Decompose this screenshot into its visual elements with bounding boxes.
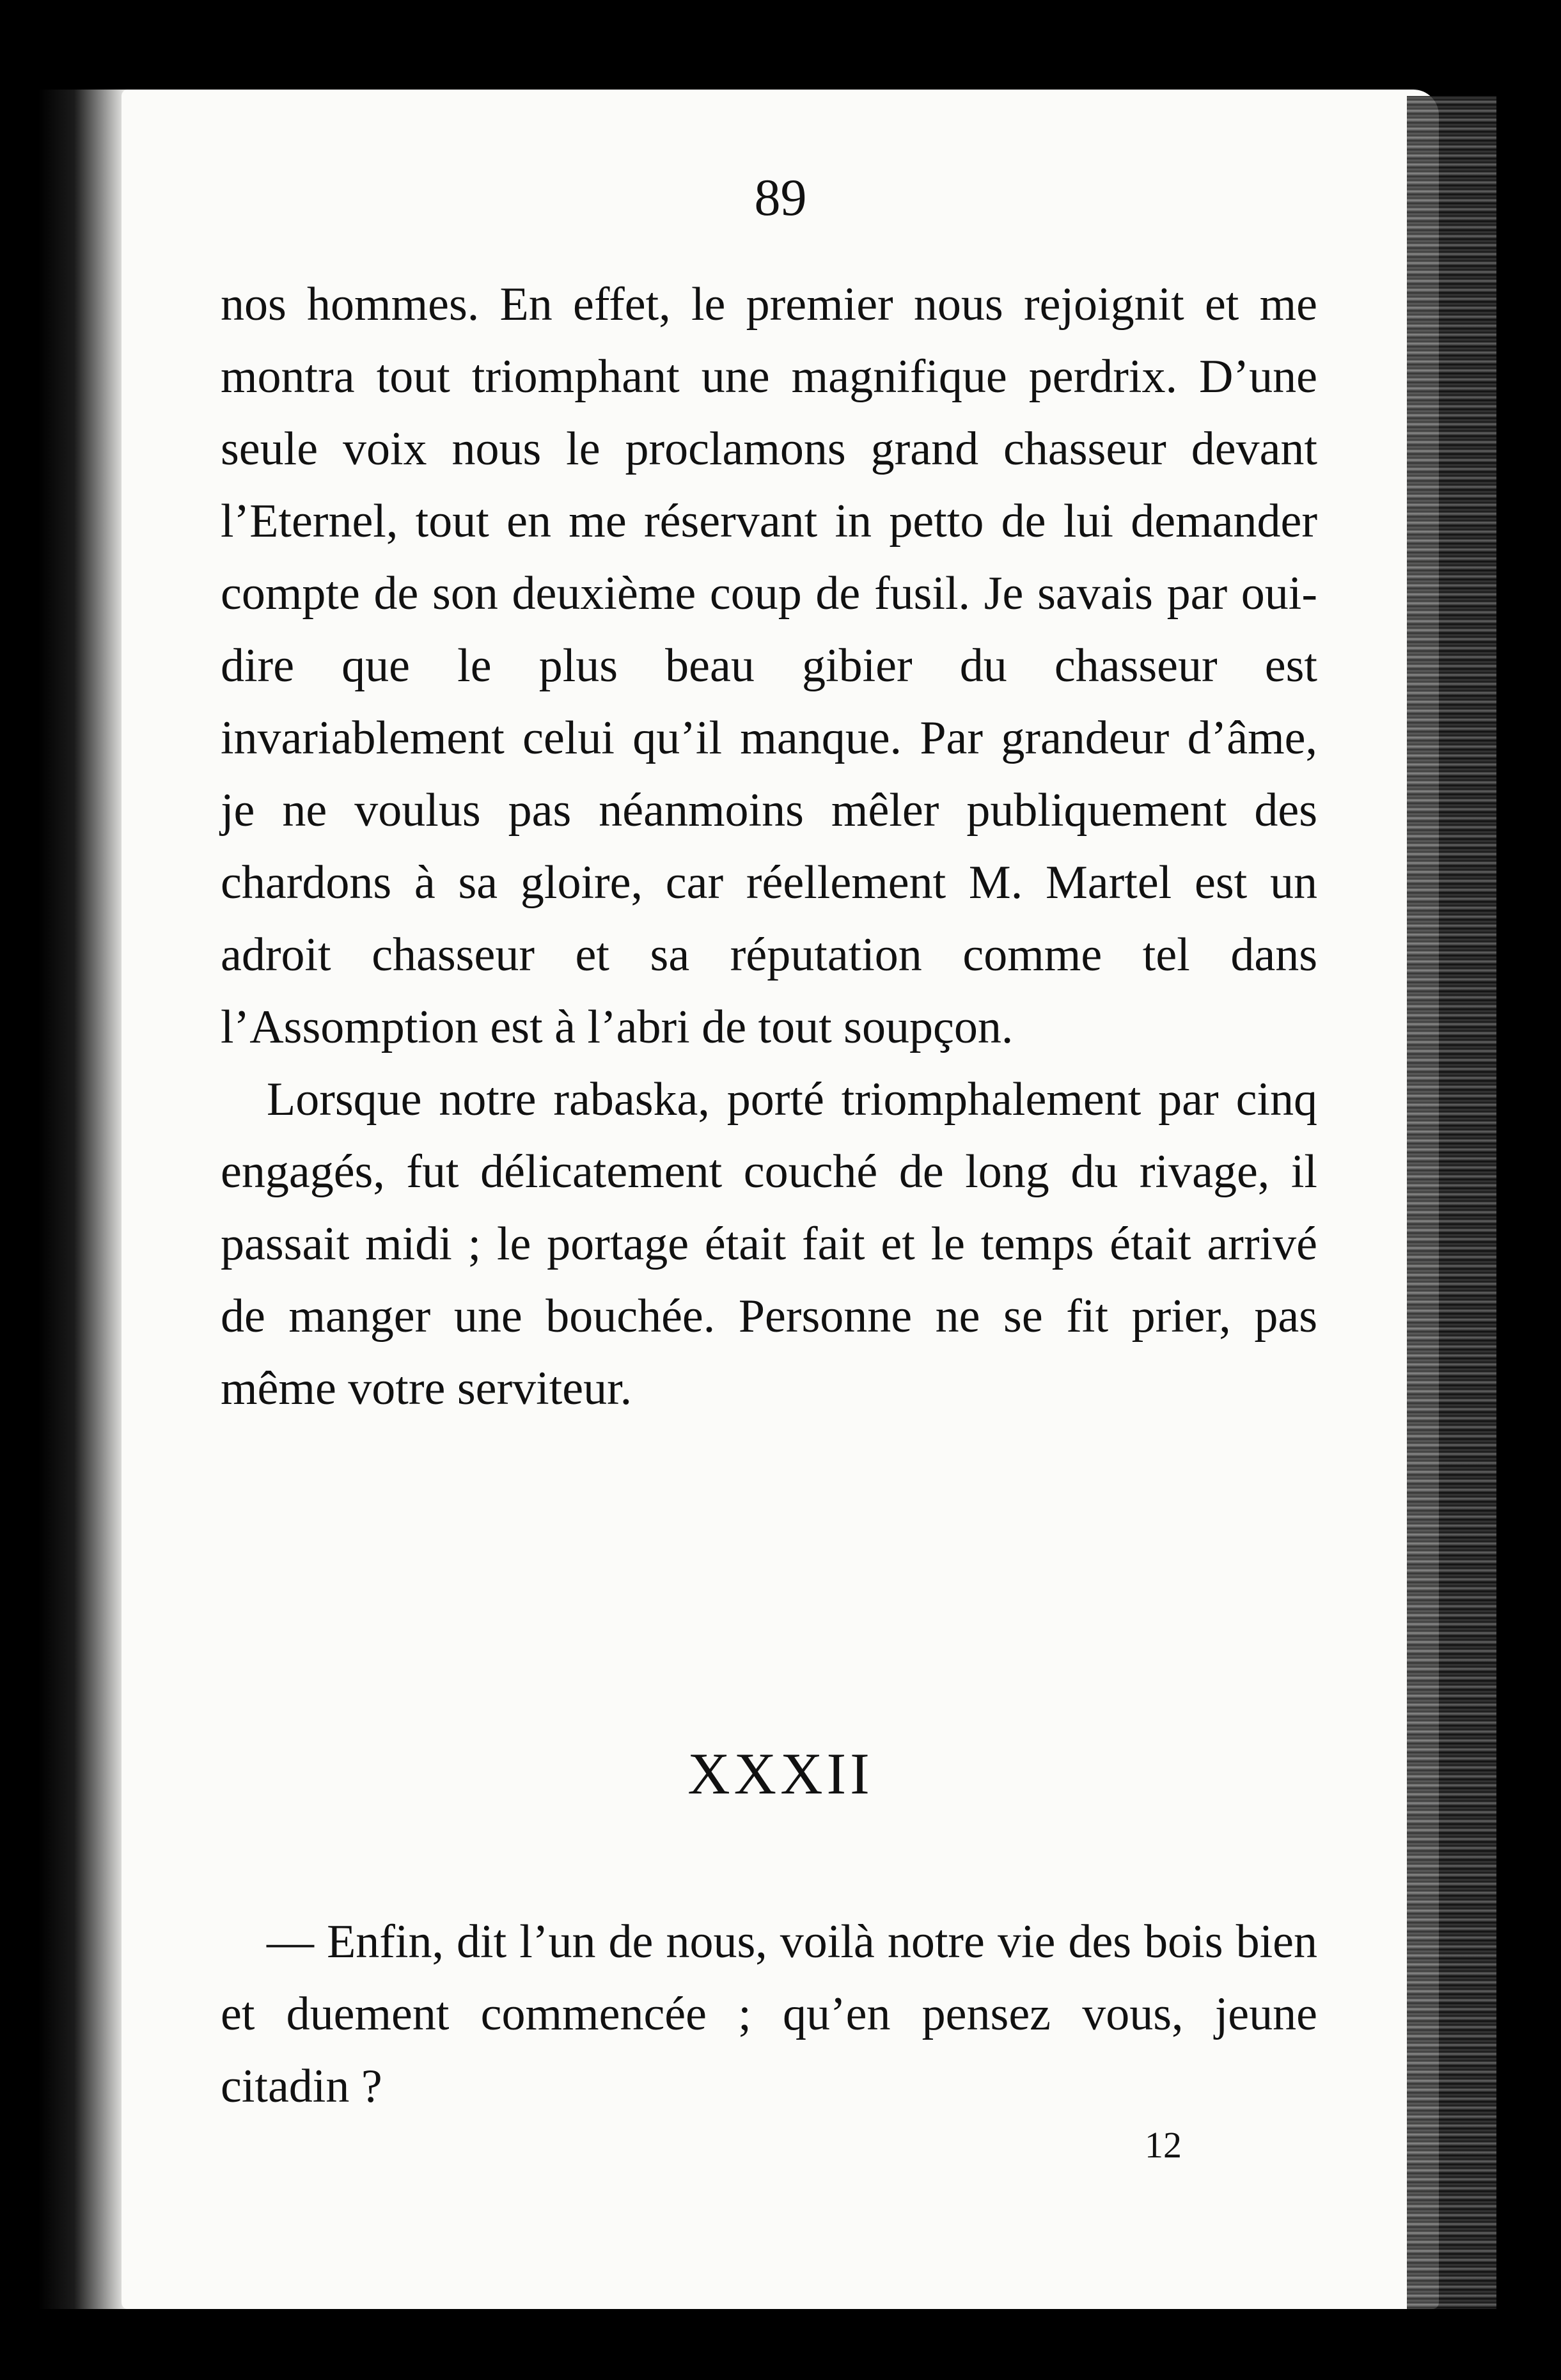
dialogue-text: [221, 1906, 1317, 2123]
dialogue-paragraph: — Enfin, dit l’un de nous, voilà notre vie des bois bien et duement commencée ; qu’en pensez vous, jeune citadin ?: [221, 1916, 1317, 2113]
paragraph-continued: nos hommes. En effet, le premier nous rejoignit et me montra tout triomphant une magnifique perdrix. D’une seule voix nous le proclamons grand chasseur devant l’Eternel, tout en me réservant in petto de lui demander compte de son deuxième coup de fusil. Je savais par oui-dire que le plus beau gibier du chasseur est invariablement celui qu’il manque. Par grandeur d’âme, je ne voulus pas néanmoins mêler publiquement des chardons à sa gloire, car réellement M. Martel est un adroit chasseur et sa réputation comme tel dans l’Assomption est à l’abri de tout soupçon.: [221, 278, 1317, 1053]
binding-shadow: [38, 90, 128, 2309]
page-edge-stack: [1407, 96, 1496, 2309]
body-text: [221, 269, 1317, 1425]
signature-mark: 12: [1145, 2124, 1182, 2166]
paragraph-lorsque: Lorsque notre rabaska, porté triomphalement par cinq engagés, fut délicatement couché de long du rivage, il passait midi ; le portage était fait et le temps était arrivé de manger une bouchée. Personne ne se fit prier, pas même votre serviteur.: [221, 1073, 1317, 1415]
page-number-text: 89: [754, 168, 807, 226]
chapter-heading: XXXII: [687, 1741, 874, 1806]
page-number: [0, 168, 1561, 228]
